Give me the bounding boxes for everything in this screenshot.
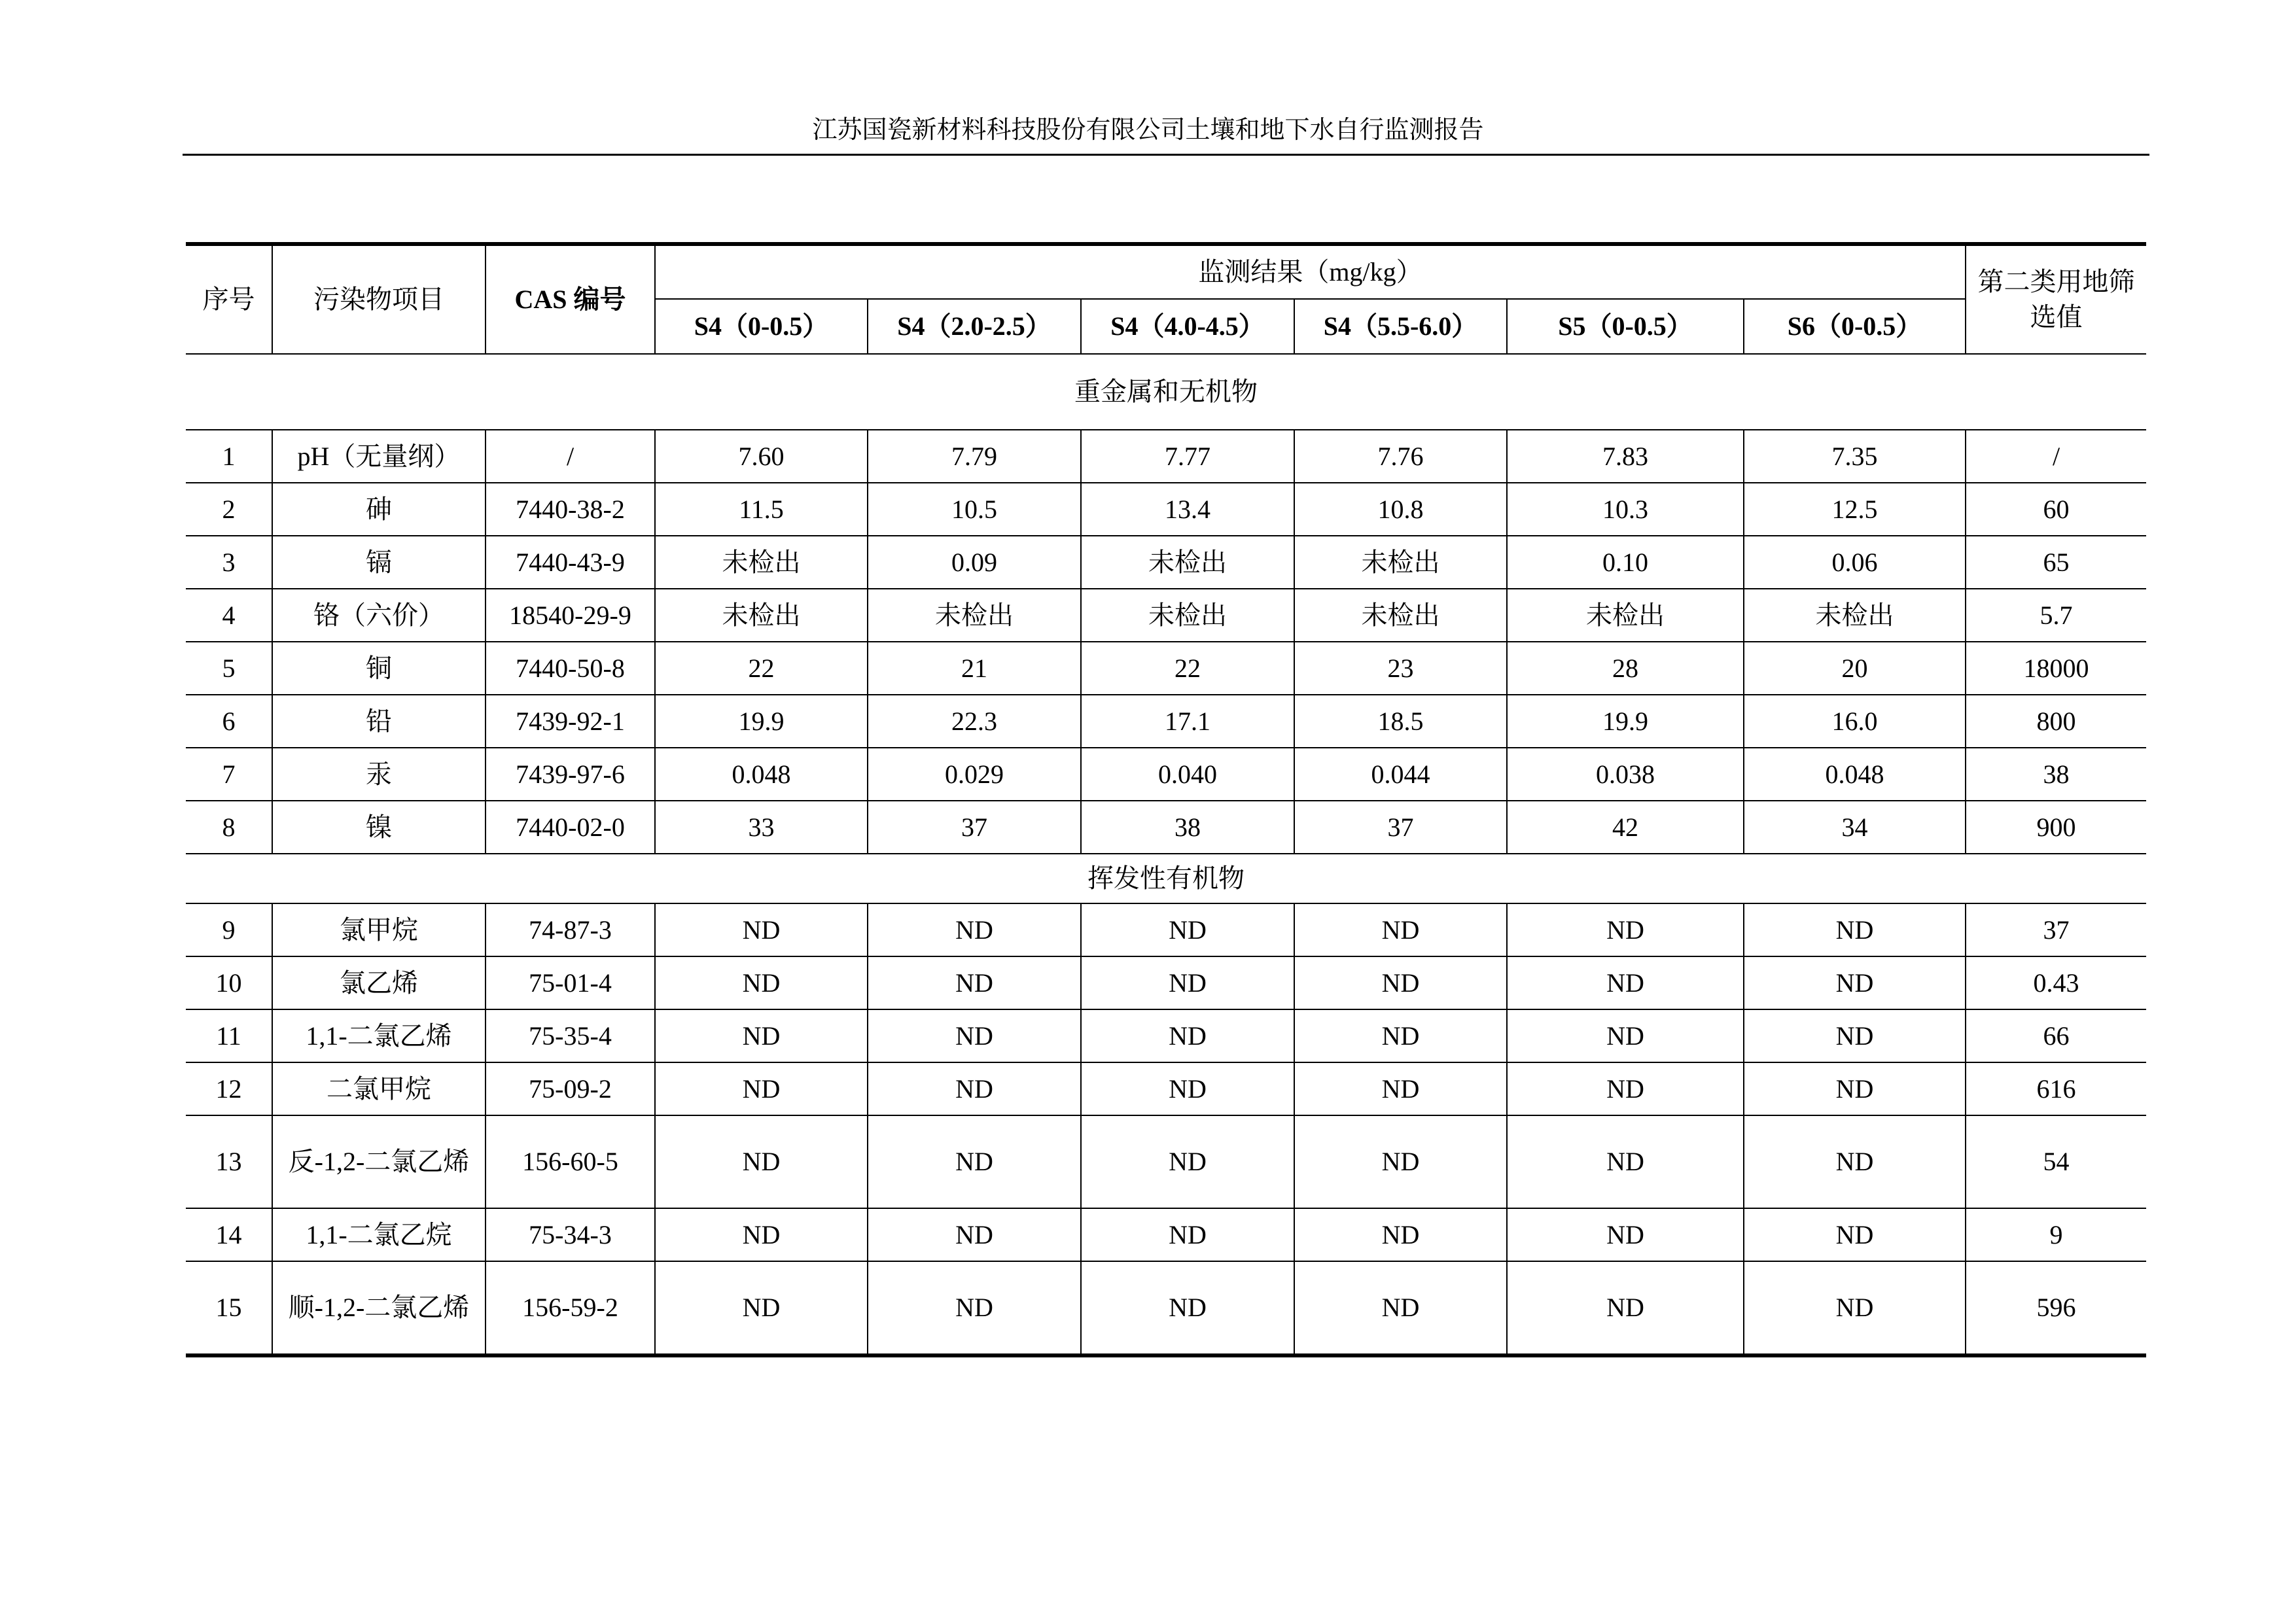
cell-result-value: 0.048 [1744,748,1966,801]
cell-cas-number: 75-01-4 [486,956,655,1009]
cell-result-value: 10.5 [868,483,1081,536]
cell-result-value: ND [1744,1208,1966,1261]
cell-result-value: 7.79 [868,430,1081,483]
cell-result-value: ND [1081,1261,1294,1355]
cell-result-value: ND [868,1009,1081,1062]
cell-result-value: ND [655,1208,868,1261]
cell-screening-value: 616 [1966,1062,2146,1115]
cell-result-value: ND [1081,1062,1294,1115]
cell-result-value: 42 [1507,801,1744,854]
cell-result-value: 11.5 [655,483,868,536]
table-row [186,430,2146,483]
section-title: 重金属和无机物 [186,354,2146,430]
cell-result-value: 未检出 [655,536,868,589]
cell-result-value: 22.3 [868,695,1081,748]
cell-result-value: 17.1 [1081,695,1294,748]
cell-pollutant-name: pH（无量纲） [272,430,486,483]
table-row [186,589,2146,642]
header-pollutant: 污染物项目 [272,244,486,354]
cell-result-value: 未检出 [1081,589,1294,642]
cell-serial: 7 [186,748,272,801]
cell-serial: 9 [186,903,272,956]
cell-result-value: ND [1294,956,1507,1009]
cell-screening-value: 596 [1966,1261,2146,1355]
cell-result-value: 10.3 [1507,483,1744,536]
table-row [186,1261,2146,1355]
header-results-group: 监测结果（mg/kg） [655,244,1966,299]
cell-cas-number: 7440-50-8 [486,642,655,695]
cell-pollutant-name: 砷 [272,483,486,536]
cell-result-value: 22 [1081,642,1294,695]
cell-result-value: 0.048 [655,748,868,801]
cell-result-value: 0.038 [1507,748,1744,801]
cell-result-value: 33 [655,801,868,854]
cell-result-value: ND [1507,1208,1744,1261]
cell-result-value: 22 [655,642,868,695]
table-row [186,1115,2146,1208]
cell-serial: 4 [186,589,272,642]
section-row [186,354,2146,430]
cell-result-value: 7.77 [1081,430,1294,483]
cell-result-value: 未检出 [1294,536,1507,589]
cell-screening-value: 37 [1966,903,2146,956]
cell-result-value: 19.9 [1507,695,1744,748]
cell-result-value: 未检出 [1744,589,1966,642]
cell-result-value: 0.09 [868,536,1081,589]
cell-result-value: ND [1744,1261,1966,1355]
cell-cas-number: 74-87-3 [486,903,655,956]
cell-result-value: 37 [1294,801,1507,854]
cell-result-value: 23 [1294,642,1507,695]
cell-result-value: 未检出 [1081,536,1294,589]
table-row [186,536,2146,589]
cell-serial: 12 [186,1062,272,1115]
cell-result-value: ND [1744,903,1966,956]
header-sample-column: S4（4.0-4.5） [1081,299,1294,354]
cell-screening-value: 38 [1966,748,2146,801]
cell-cas-number: 75-34-3 [486,1208,655,1261]
cell-result-value: 16.0 [1744,695,1966,748]
cell-pollutant-name: 铜 [272,642,486,695]
cell-screening-value: 54 [1966,1115,2146,1208]
cell-cas-number: 7440-38-2 [486,483,655,536]
cell-result-value: 12.5 [1744,483,1966,536]
page-header-title: 江苏国瓷新材料科技股份有限公司土壤和地下水自行监测报告 [812,116,1484,144]
cell-serial: 1 [186,430,272,483]
cell-result-value: 18.5 [1294,695,1507,748]
cell-serial: 15 [186,1261,272,1355]
cell-result-value: 未检出 [868,589,1081,642]
cell-screening-value: 65 [1966,536,2146,589]
cell-result-value: 未检出 [1507,589,1744,642]
cell-result-value: 0.044 [1294,748,1507,801]
header-sample-column: S4（2.0-2.5） [868,299,1081,354]
table-header [186,244,2146,354]
header-sample-column: S6（0-0.5） [1744,299,1966,354]
cell-result-value: 37 [868,801,1081,854]
cell-pollutant-name: 铅 [272,695,486,748]
cell-pollutant-name: 1,1-二氯乙烷 [272,1208,486,1261]
table-row [186,695,2146,748]
cell-screening-value: 5.7 [1966,589,2146,642]
cell-serial: 2 [186,483,272,536]
header-screening-value: 第二类用地筛选值 [1966,244,2146,354]
cell-screening-value: 60 [1966,483,2146,536]
cell-result-value: ND [1081,1208,1294,1261]
table-row [186,1062,2146,1115]
cell-pollutant-name: 顺-1,2-二氯乙烯 [272,1261,486,1355]
cell-result-value: ND [1507,1261,1744,1355]
header-sample-column: S5（0-0.5） [1507,299,1744,354]
cell-result-value: 28 [1507,642,1744,695]
cell-result-value: ND [868,1062,1081,1115]
header-sample-column: S4（0-0.5） [655,299,868,354]
cell-result-value: ND [655,1009,868,1062]
cell-result-value: ND [1744,1062,1966,1115]
cell-result-value: ND [1294,1115,1507,1208]
header-serial: 序号 [186,244,272,354]
table-row [186,1009,2146,1062]
cell-result-value: ND [1744,956,1966,1009]
cell-screening-value: 800 [1966,695,2146,748]
monitoring-results-table [186,242,2146,1357]
cell-result-value: ND [655,1062,868,1115]
cell-result-value: ND [1294,1261,1507,1355]
cell-pollutant-name: 1,1-二氯乙烯 [272,1009,486,1062]
cell-result-value: ND [1081,1009,1294,1062]
cell-serial: 3 [186,536,272,589]
cell-result-value: ND [655,903,868,956]
cell-screening-value: 900 [1966,801,2146,854]
cell-result-value: ND [1744,1115,1966,1208]
cell-pollutant-name: 二氯甲烷 [272,1062,486,1115]
cell-result-value: 0.029 [868,748,1081,801]
cell-cas-number: 18540-29-9 [486,589,655,642]
cell-result-value: ND [1294,1208,1507,1261]
cell-result-value: ND [868,1261,1081,1355]
table-row [186,903,2146,956]
cell-pollutant-name: 氯乙烯 [272,956,486,1009]
cell-result-value: 未检出 [1294,589,1507,642]
cell-result-value: 20 [1744,642,1966,695]
cell-serial: 13 [186,1115,272,1208]
cell-screening-value: / [1966,430,2146,483]
table-row [186,956,2146,1009]
cell-result-value: ND [868,1208,1081,1261]
cell-screening-value: 18000 [1966,642,2146,695]
cell-result-value: 38 [1081,801,1294,854]
cell-result-value: 13.4 [1081,483,1294,536]
section-title: 挥发性有机物 [186,854,2146,903]
cell-result-value: 0.06 [1744,536,1966,589]
table-row [186,748,2146,801]
cell-result-value: 10.8 [1294,483,1507,536]
table-row [186,483,2146,536]
cell-result-value: 未检出 [655,589,868,642]
cell-result-value: ND [1744,1009,1966,1062]
cell-pollutant-name: 镉 [272,536,486,589]
cell-result-value: ND [1081,956,1294,1009]
cell-result-value: ND [1294,1062,1507,1115]
cell-result-value: ND [1081,903,1294,956]
cell-result-value: ND [868,1115,1081,1208]
cell-result-value: ND [1294,1009,1507,1062]
cell-result-value: ND [1507,1062,1744,1115]
cell-screening-value: 9 [1966,1208,2146,1261]
cell-result-value: ND [1507,1009,1744,1062]
cell-result-value: ND [1294,903,1507,956]
cell-serial: 6 [186,695,272,748]
header-sample-column: S4（5.5-6.0） [1294,299,1507,354]
cell-result-value: ND [1507,1115,1744,1208]
cell-cas-number: 7439-97-6 [486,748,655,801]
cell-cas-number: / [486,430,655,483]
cell-screening-value: 66 [1966,1009,2146,1062]
cell-result-value: 7.35 [1744,430,1966,483]
table-body [186,354,2146,1355]
cell-result-value: 0.040 [1081,748,1294,801]
cell-result-value: ND [868,903,1081,956]
section-row [186,854,2146,903]
cell-cas-number: 7440-43-9 [486,536,655,589]
cell-result-value: ND [1081,1115,1294,1208]
table-row [186,642,2146,695]
cell-cas-number: 75-09-2 [486,1062,655,1115]
cell-cas-number: 7440-02-0 [486,801,655,854]
cell-result-value: 19.9 [655,695,868,748]
cell-serial: 10 [186,956,272,1009]
cell-result-value: ND [1507,956,1744,1009]
cell-result-value: 7.83 [1507,430,1744,483]
cell-result-value: 34 [1744,801,1966,854]
cell-cas-number: 156-60-5 [486,1115,655,1208]
cell-serial: 11 [186,1009,272,1062]
header-divider [183,154,2149,156]
cell-result-value: ND [655,956,868,1009]
cell-serial: 5 [186,642,272,695]
cell-pollutant-name: 汞 [272,748,486,801]
cell-result-value: 7.76 [1294,430,1507,483]
cell-pollutant-name: 镍 [272,801,486,854]
cell-pollutant-name: 铬（六价） [272,589,486,642]
cell-result-value: 0.10 [1507,536,1744,589]
cell-serial: 14 [186,1208,272,1261]
table-row [186,801,2146,854]
cell-serial: 8 [186,801,272,854]
cell-pollutant-name: 反-1,2-二氯乙烯 [272,1115,486,1208]
cell-result-value: ND [655,1115,868,1208]
cell-pollutant-name: 氯甲烷 [272,903,486,956]
cell-result-value: 21 [868,642,1081,695]
cell-cas-number: 75-35-4 [486,1009,655,1062]
table-row [186,1208,2146,1261]
header-cas: CAS 编号 [486,244,655,354]
cell-result-value: ND [655,1261,868,1355]
cell-result-value: ND [868,956,1081,1009]
cell-screening-value: 0.43 [1966,956,2146,1009]
cell-result-value: 7.60 [655,430,868,483]
cell-result-value: ND [1507,903,1744,956]
cell-cas-number: 7439-92-1 [486,695,655,748]
cell-cas-number: 156-59-2 [486,1261,655,1355]
